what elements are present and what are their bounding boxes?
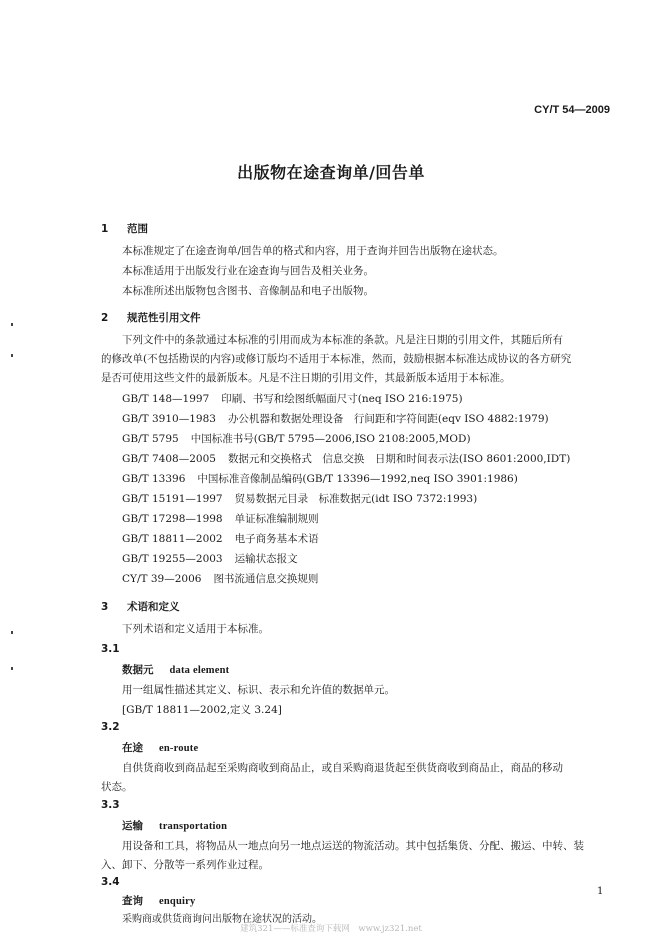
- binding-mark: [11, 667, 13, 670]
- paragraph: 的修改单(不包括勘误的内容)或修订版均不适用于本标准，然而，鼓励根据本标准达成协议的各方研究: [101, 353, 572, 365]
- reference-title: 印刷、书写和绘图纸幅面尺寸(neq ISO 216:1975): [221, 393, 463, 405]
- section-heading-scope: [101, 221, 148, 236]
- page-number: 1: [597, 886, 604, 897]
- reference-item: [122, 451, 570, 466]
- reference-item: [122, 391, 463, 406]
- reference-item: [122, 571, 318, 586]
- section-title: 术语和定义: [127, 601, 180, 613]
- reference-standard: GB/T 17298—1998: [122, 513, 223, 525]
- term-entry: [122, 893, 195, 908]
- reference-title: 贸易数据元目录 标准数据元(idt ISO 7372:1993): [234, 493, 478, 505]
- term-entry: [122, 818, 227, 833]
- term-en: transportation: [159, 821, 228, 832]
- reference-item: [122, 431, 471, 446]
- term-en: enquiry: [159, 896, 196, 907]
- definition: 入、卸下、分散等一系列作业过程。: [101, 859, 269, 871]
- reference-standard: GB/T 7408—2005: [122, 453, 216, 465]
- term-zh: 查询: [122, 895, 143, 907]
- reference-standard: GB/T 13396: [122, 473, 186, 485]
- reference-title: 电子商务基本术语: [234, 533, 319, 545]
- page-title: 出版物在途查询单/回告单: [237, 163, 425, 182]
- term-zh: 运输: [122, 820, 143, 832]
- reference-item: [122, 531, 319, 546]
- reference-standard: CY/T 39—2006: [122, 573, 202, 585]
- reference-title: 运输状态报文: [234, 553, 298, 565]
- paragraph: 下列术语和定义适用于本标准。: [122, 623, 269, 635]
- term-entry: [122, 662, 229, 677]
- section-number: 1: [101, 223, 109, 235]
- reference-title: 单证标准编制规则: [234, 513, 319, 525]
- reference-item: [122, 511, 319, 526]
- paragraph: 本标准适用于出版发行业在途查询与回告及相关业务。: [122, 265, 374, 277]
- clause-number: 3.4: [101, 876, 120, 888]
- section-title: 范围: [127, 223, 148, 235]
- reference-title: 中国标准音像制品编码(GB/T 13396—1992,neq ISO 3901:1986): [197, 473, 518, 485]
- reference-item: [122, 491, 477, 506]
- reference-standard: GB/T 18811—2002: [122, 533, 223, 545]
- section-number: 2: [101, 312, 109, 324]
- reference-item: [122, 471, 518, 486]
- reference-standard: GB/T 5795: [122, 433, 179, 445]
- binding-mark: [11, 354, 13, 357]
- paragraph: 本标准所述出版物包含图书、音像制品和电子出版物。: [122, 285, 374, 297]
- term-en: en-route: [159, 743, 199, 754]
- definition: 状态。: [101, 781, 133, 793]
- paragraph: 是否可使用这些文件的最新版本。凡是不注日期的引用文件，其最新版本适用于本标准。: [101, 372, 511, 384]
- definition: 自供货商收到商品起至采购商收到商品止，或自采购商退货起至供货商收到商品止，商品的移动: [122, 762, 563, 774]
- reference-standard: GB/T 15191—1997: [122, 493, 223, 505]
- reference-item: [122, 551, 298, 566]
- binding-mark: [11, 631, 13, 634]
- reference-title: 图书流通信息交换规则: [213, 573, 319, 585]
- clause-number: 3.2: [101, 721, 120, 733]
- term-entry: [122, 740, 198, 755]
- clause-number: 3.1: [101, 643, 120, 655]
- reference-item: [122, 411, 549, 426]
- paragraph: 下列文件中的条款通过本标准的引用而成为本标准的条款。凡是注日期的引用文件，其随后所有: [122, 334, 563, 346]
- reference-standard: GB/T 3910—1983: [122, 413, 216, 425]
- paragraph: 本标准规定了在途查询单/回告单的格式和内容，用于查询并回告出版物在途状态。: [122, 245, 504, 257]
- definition: 用一组属性描述其定义、标识、表示和允许值的数据单元。: [122, 684, 395, 696]
- section-title: 规范性引用文件: [127, 312, 201, 324]
- reference-standard: GB/T 19255—2003: [122, 553, 223, 565]
- definition: 采购商或供货商询问出版物在途状况的活动。: [122, 914, 322, 925]
- term-en: data element: [169, 665, 230, 676]
- watermark-footer: 建筑321——标准查询下载网 www.jz321.net: [240, 924, 422, 934]
- definition-source: [GB/T 18811—2002,定义 3.24]: [122, 704, 282, 716]
- section-heading-normative-references: [101, 310, 201, 325]
- binding-mark: [11, 323, 13, 326]
- term-zh: 在途: [122, 742, 143, 754]
- reference-title: 中国标准书号(GB/T 5795—2006,ISO 2108:2005,MOD): [190, 433, 471, 445]
- document-code: CY/T 54—2009: [534, 104, 610, 116]
- reference-standard: GB/T 148—1997: [122, 393, 210, 405]
- section-number: 3: [101, 601, 109, 613]
- term-zh: 数据元: [122, 664, 154, 676]
- definition: 用设备和工具，将物品从一地点向另一地点运送的物流活动。其中包括集货、分配、搬运、中转、装: [122, 840, 584, 852]
- clause-number: 3.3: [101, 799, 120, 811]
- reference-title: 数据元和交换格式 信息交换 日期和时间表示法(ISO 8601:2000,IDT): [227, 453, 571, 465]
- reference-title: 办公机器和数据处理设备 行间距和字符间距(eqv ISO 4882:1979): [227, 413, 549, 425]
- section-heading-terms: [101, 599, 180, 614]
